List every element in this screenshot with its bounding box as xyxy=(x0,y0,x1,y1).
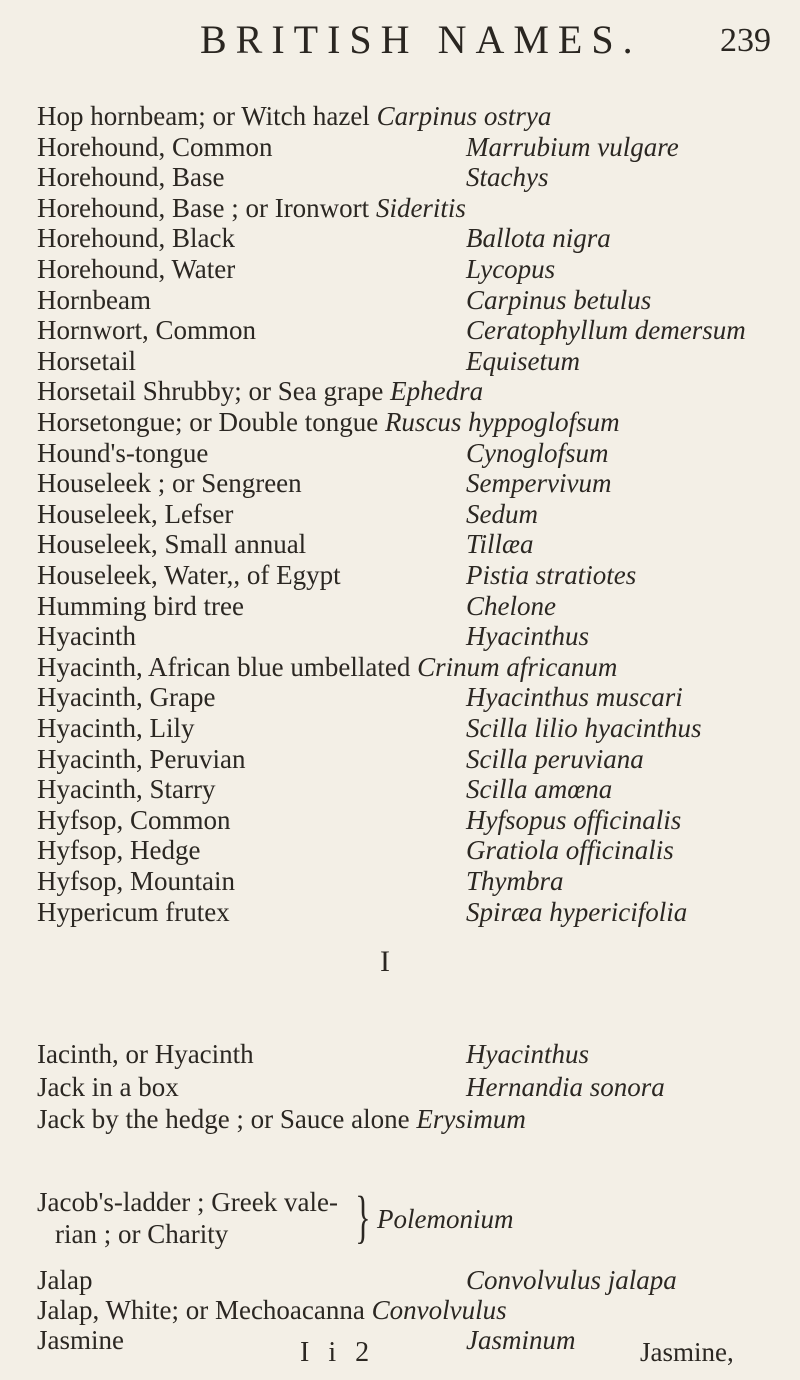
entry-name: Houseleek, Water,, of Egypt xyxy=(37,560,341,590)
entry-latin: Crinum africanum xyxy=(417,651,618,682)
entry-latin: Chelone xyxy=(466,590,556,621)
entry-name: Hyacinth xyxy=(37,621,136,652)
entry-latin: Convolvulus jalapa xyxy=(466,1265,677,1295)
entry-name-line: Jacob's-ladder ; Greek vale- xyxy=(37,1187,338,1217)
entry-latin: Erysimum xyxy=(416,1104,526,1134)
entry-latin: Stachys xyxy=(466,162,549,193)
entry-latin: Equisetum xyxy=(466,345,580,376)
entry-name: Houseleek ; or Sengreen xyxy=(37,468,302,499)
entry-name: Hound's-tongue xyxy=(37,437,209,468)
entry-name: Horehound, Common xyxy=(37,131,273,162)
entry-name: Jalap, White; or Mechoacanna xyxy=(37,1295,365,1325)
glossary-entry xyxy=(0,1101,800,1137)
entry-name: Horehound, Base xyxy=(37,162,225,193)
entry-name: Jalap xyxy=(37,1265,93,1295)
entry-name: Jack in a box xyxy=(37,1071,179,1102)
entry-name-line: rian ; or Charity xyxy=(55,1219,229,1249)
entry-latin: Polemonium xyxy=(377,1204,514,1234)
entry-name xyxy=(37,1186,338,1250)
entry-name: Horsetail Shrubby; or Sea grape xyxy=(37,376,384,407)
entry-latin: Ephedra xyxy=(390,376,484,407)
entry-name: Jasmine xyxy=(37,1325,124,1355)
bracketed-entry xyxy=(37,1186,797,1266)
entry-name: Horehound, Black xyxy=(37,223,235,254)
entry-latin: Convolvulus xyxy=(371,1295,507,1325)
entry-latin: Hyfsopus officinalis xyxy=(466,804,682,835)
entry-line xyxy=(37,1101,526,1137)
entry-name: Jack by the hedge ; or Sauce alone xyxy=(37,1104,410,1134)
entry-latin: Hernandia sonora xyxy=(466,1071,665,1102)
entry-latin: Spiræa hypericifolia xyxy=(466,896,688,927)
entry-name: Horehound, Water xyxy=(37,254,236,284)
catchword: Jasmine, xyxy=(640,1337,734,1367)
entry-latin: Scilla amœna xyxy=(466,774,613,805)
entry-name: Hop hornbeam; or Witch hazel xyxy=(37,101,370,131)
entry-name: Hypericum frutex xyxy=(37,896,230,927)
entry-latin: Lycopus xyxy=(466,254,556,284)
entry-name: Hyacinth, Peruvian xyxy=(37,743,246,774)
signature-mark: I i 2 xyxy=(300,1337,376,1368)
entry-name: Hyacinth, Lily xyxy=(37,713,195,743)
entry-name: Hyfsop, Mountain xyxy=(37,866,235,896)
entry-latin: Tillæa xyxy=(466,529,534,560)
entry-latin: Thymbra xyxy=(466,866,564,896)
entry-name: Hornbeam xyxy=(37,284,151,315)
entry-latin: Cynoglofsum xyxy=(466,437,609,468)
entry-name: Hyfsop, Common xyxy=(37,804,231,835)
section-letter: I xyxy=(380,945,390,978)
entry-name: Iacinth, or Hyacinth xyxy=(37,1039,254,1069)
page-header xyxy=(0,10,800,70)
entry-name: Houseleek, Small annual xyxy=(37,529,307,560)
entry-latin: Gratiola officinalis xyxy=(466,835,674,866)
entry-latin: Sedum xyxy=(466,498,538,529)
entry-latin: Ballota nigra xyxy=(466,223,611,254)
entry-latin: Pistia stratiotes xyxy=(466,560,637,590)
entry-name: Horsetail xyxy=(37,345,136,376)
running-head: BRITISH NAMES. xyxy=(200,17,642,62)
entry-name: Houseleek, Lefser xyxy=(37,498,234,529)
page-footer xyxy=(0,1337,800,1377)
entry-latin: Scilla lilio hyacinthus xyxy=(466,713,702,743)
entry-latin: Ruscus hyppoglofsum xyxy=(384,407,620,437)
entry-latin: Ceratophyllum demersum xyxy=(466,315,746,346)
entry-latin: Sempervivum xyxy=(466,468,612,499)
entry-latin: Marrubium vulgare xyxy=(466,131,679,162)
glossary-entry xyxy=(0,894,800,930)
entry-name: Hyfsop, Hedge xyxy=(37,835,201,866)
entry-latin: Carpinus ostrya xyxy=(376,101,552,131)
entry-name: Hyacinth, Grape xyxy=(37,682,216,713)
entry-latin: Hyacinthus xyxy=(466,1039,589,1069)
curly-brace: } xyxy=(355,1184,371,1249)
entry-name: Horsetongue; or Double tongue xyxy=(37,407,379,437)
entry-name: Humming bird tree xyxy=(37,590,244,621)
page-number: 239 xyxy=(720,22,771,59)
entry-latin: Hyacinthus muscari xyxy=(466,682,683,713)
entry-latin: Hyacinthus xyxy=(466,621,589,652)
entry-name: Hyacinth, Starry xyxy=(37,774,216,805)
entry-latin: Jasminum xyxy=(466,1325,576,1355)
glossary-entry xyxy=(0,1069,800,1105)
glossary-entry xyxy=(0,1036,800,1072)
entry-name: Horehound, Base ; or Ironwort xyxy=(37,192,370,223)
entry-latin: Scilla peruviana xyxy=(466,743,644,774)
entry-latin: Carpinus betulus xyxy=(466,284,652,315)
entry-name: Hyacinth, African blue umbellated xyxy=(37,651,411,682)
entry-latin: Sideritis xyxy=(375,192,466,223)
entry-name: Hornwort, Common xyxy=(37,315,256,346)
